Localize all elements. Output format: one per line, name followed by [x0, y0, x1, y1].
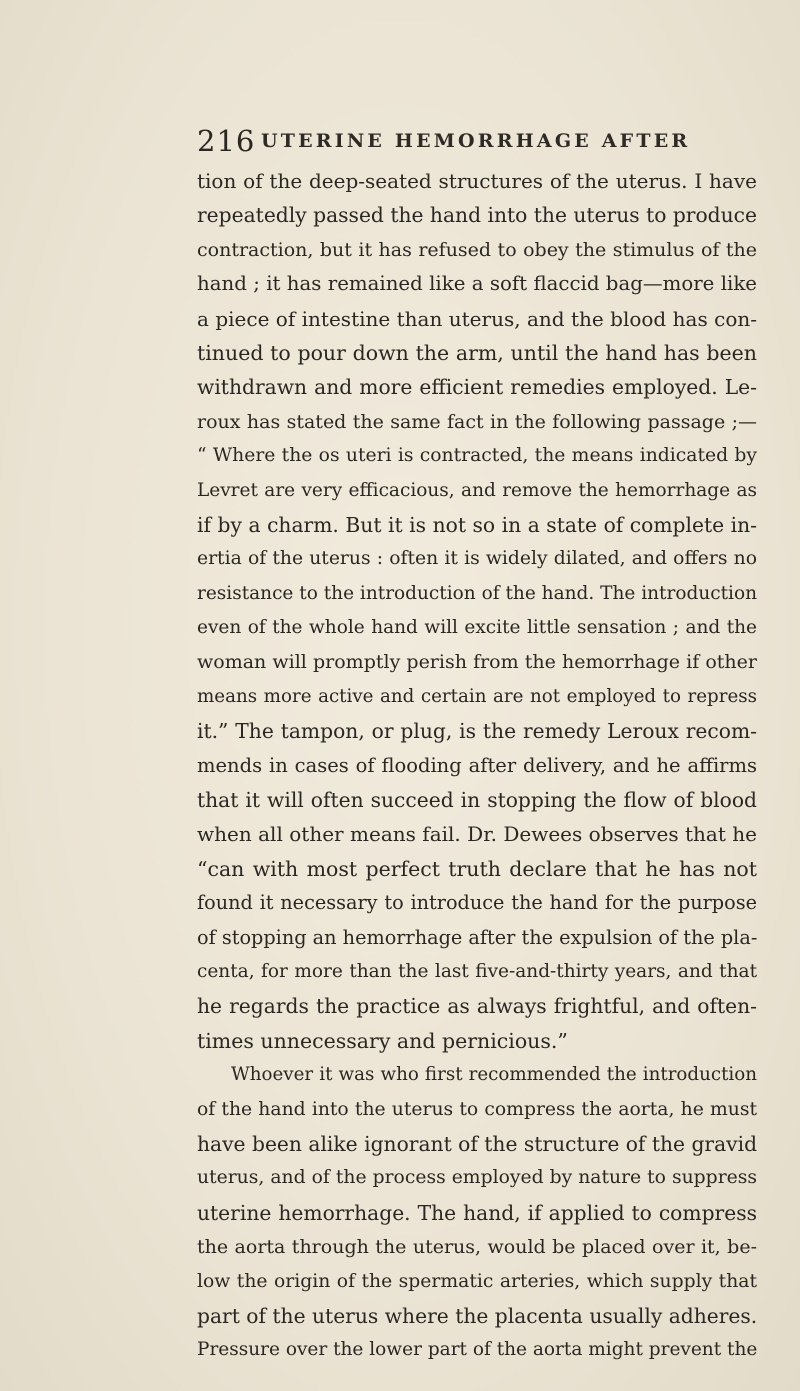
- text-line: tinued to pour down the arm, until the hand has been: [197, 340, 757, 365]
- text-line: if by a charm. But it is not so in a state of complete in-: [197, 512, 757, 537]
- text-line: Pressure over the lower part of the aorta might prevent the: [197, 1339, 758, 1361]
- text-line: of stopping an hemorrhage after the expulsion of the pla-: [197, 925, 758, 949]
- text-line: he regards the practice as always frightful, and often-: [197, 994, 757, 1019]
- paragraph-start-line: Whoever it was who first recommended the introduction: [231, 1064, 757, 1086]
- text-line: when all other means fail. Dr. Dewees observes that he: [197, 822, 757, 847]
- text-line: centa, for more than the last five-and-thirty years, and that: [197, 960, 757, 982]
- text-line: low the origin of the spermatic arteries, which supply that: [197, 1270, 757, 1292]
- text-line: ertia of the uterus : often it is widely dilated, and offers no: [197, 548, 757, 570]
- text-line: uterus, and of the process employed by nature to suppress: [197, 1167, 757, 1189]
- page-header: [197, 124, 757, 164]
- text-line: it.” The tampon, or plug, is the remedy Leroux recom-: [197, 719, 757, 744]
- text-line: woman will promptly perish from the hemorrhage if other: [197, 651, 757, 674]
- text-line: even of the whole hand will excite little sensation ; and the: [197, 617, 757, 639]
- text-line: withdrawn and more efficient remedies employed. Le-: [197, 375, 757, 400]
- page-number: 216: [197, 124, 256, 158]
- text-line: contraction, but it has refused to obey the stimulus of the: [197, 238, 757, 261]
- text-line: found it necessary to introduce the hand for the purpose: [197, 891, 757, 915]
- text-line: tion of the deep-seated structures of the uterus. I have: [197, 169, 757, 193]
- text-line: the aorta through the uterus, would be placed over it, be-: [197, 1236, 757, 1259]
- text-line: mends in cases of flooding after delivery, and he affirms: [197, 753, 757, 777]
- text-line: means more active and certain are not employed to repress: [197, 685, 757, 707]
- text-line: of the hand into the uterus to compress the aorta, he must: [197, 1098, 757, 1120]
- text-line: have been alike ignorant of the structure of the gravid: [197, 1131, 758, 1156]
- text-line: uterine hemorrhage. The hand, if applied to compress: [197, 1200, 757, 1225]
- body-text: [197, 164, 757, 1368]
- text-line: hand ; it has remained like a soft flaccid bag—more like: [197, 272, 757, 296]
- text-line: part of the uterus where the placenta usually adheres.: [197, 1303, 758, 1328]
- text-line: “ Where the os uteri is contracted, the means indicated by: [197, 445, 757, 467]
- text-line: that it will often succeed in stopping the flow of blood: [197, 788, 757, 813]
- text-line: Levret are very efficacious, and remove the hemorrhage as: [197, 479, 757, 501]
- text-line: repeatedly passed the hand into the uterus to produce: [197, 203, 758, 228]
- text-line: “can with most perfect truth declare that he has not: [197, 856, 757, 881]
- text-line: resistance to the introduction of the hand. The introduction: [197, 582, 757, 604]
- text-line: roux has stated the same fact in the following passage ;—: [197, 410, 757, 433]
- paragraph-end-line: times unnecessary and pernicious.”: [197, 1028, 568, 1053]
- running-head: UTERINE HEMORRHAGE AFTER: [261, 130, 691, 152]
- text-line: a piece of intestine than uterus, and the blood has con-: [197, 306, 757, 331]
